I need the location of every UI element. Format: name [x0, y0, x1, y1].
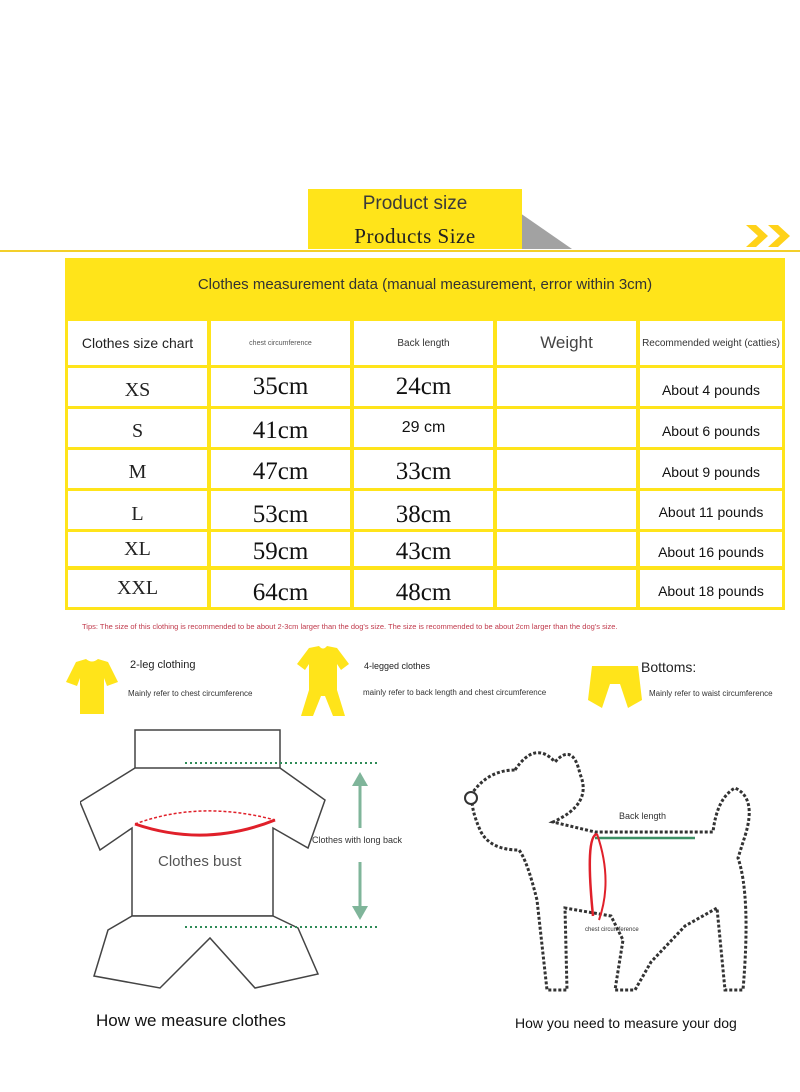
four-leg-clothing-label: 4-legged clothes	[364, 661, 431, 671]
header-divider	[0, 250, 800, 252]
two-leg-clothing-label: 2-leg clothing	[130, 659, 196, 671]
table-cell-chest: 64cm	[211, 570, 350, 607]
table-cell-size: S	[68, 409, 207, 447]
table-cell-size: XS	[68, 368, 207, 406]
table-cell-weight	[497, 368, 636, 406]
header-weight: Weight	[497, 321, 636, 365]
header-chest: chest circumference	[211, 321, 350, 365]
bottoms-icon	[586, 664, 644, 714]
table-cell-chest: 59cm	[211, 532, 350, 566]
table-cell-back: 48cm	[354, 570, 493, 607]
banner-title: Product size	[362, 193, 468, 214]
table-cell-chest: 53cm	[211, 491, 350, 529]
table-cell-recommended: About 9 pounds	[640, 450, 782, 488]
table-cell-size: M	[68, 450, 207, 488]
dog-diagram-caption: How you need to measure your dog	[515, 1015, 737, 1031]
dog-measure-diagram	[455, 740, 785, 1010]
table-cell-weight	[497, 409, 636, 447]
four-leg-clothing-note: mainly refer to back length and chest circumference	[363, 688, 547, 697]
table-cell-weight	[497, 570, 636, 607]
sizing-tips: Tips: The size of this clothing is recommended to be about 2-3cm larger than the dog's size. The size is recommended to be about 2cm larger than the dog's size.	[82, 622, 618, 631]
table-cell-recommended: About 18 pounds	[640, 570, 782, 607]
clothes-back-length-label: Clothes with long back	[312, 835, 403, 845]
double-chevron-icon	[746, 221, 796, 251]
header-recommended-weight: Recommended weight (catties)	[640, 321, 782, 365]
table-cell-weight	[497, 491, 636, 529]
clothes-diagram-caption: How we measure clothes	[96, 1011, 286, 1030]
banner-subtitle: Products Size	[354, 224, 476, 248]
table-cell-recommended: About 11 pounds	[640, 491, 782, 529]
table-cell-size: XXL	[68, 570, 207, 607]
banner-shadow	[520, 213, 572, 249]
header-back-length: Back length	[354, 321, 493, 365]
clothes-bust-label: Clothes bust	[158, 853, 242, 870]
table-cell-size: XL	[68, 532, 207, 566]
table-cell-chest: 35cm	[211, 368, 350, 406]
clothes-measure-diagram	[80, 720, 420, 1010]
table-cell-recommended: About 4 pounds	[640, 368, 782, 406]
dog-back-length-label: Back length	[619, 811, 667, 821]
table-cell-recommended: About 16 pounds	[640, 532, 782, 566]
table-cell-weight	[497, 532, 636, 566]
bottoms-label: Bottoms:	[641, 659, 697, 675]
table-cell-size: L	[68, 491, 207, 529]
table-cell-weight	[497, 450, 636, 488]
table-cell-back: 24cm	[354, 368, 493, 406]
table-cell-back: 33cm	[354, 450, 493, 488]
table-cell-back: 38cm	[354, 491, 493, 529]
two-leg-clothing-icon	[62, 656, 122, 716]
table-cell-back: 43cm	[354, 532, 493, 566]
two-leg-clothing-note: Mainly refer to chest circumference	[128, 689, 253, 698]
table-cell-recommended: About 6 pounds	[640, 409, 782, 447]
table-cell-chest: 41cm	[211, 409, 350, 447]
table-caption: Clothes measurement data (manual measurement, error within 3cm)	[197, 276, 653, 293]
table-cell-chest: 47cm	[211, 450, 350, 488]
dog-chest-label: chest circumference	[585, 927, 639, 933]
bottoms-note: Mainly refer to waist circumference	[649, 689, 773, 698]
four-leg-clothing-icon	[293, 646, 353, 720]
table-cell-back: 29 cm	[354, 409, 493, 447]
header-size-chart: Clothes size chart	[68, 321, 207, 365]
